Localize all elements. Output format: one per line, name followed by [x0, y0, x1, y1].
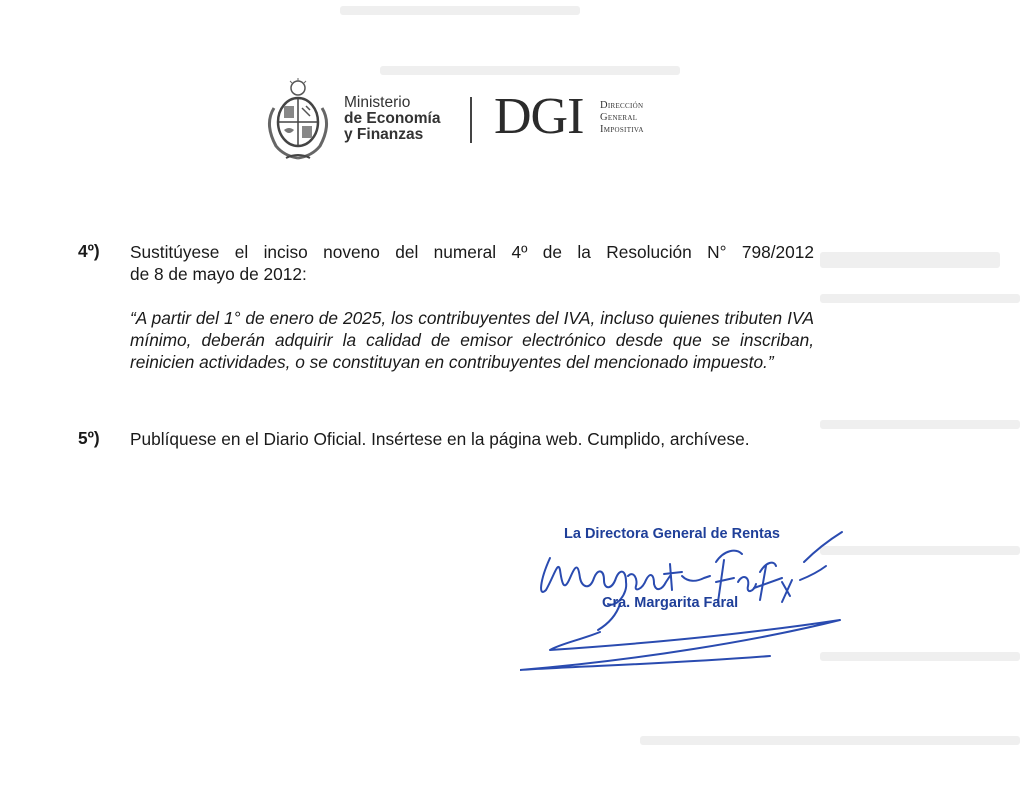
item-quote: “A partir del 1° de enero de 2025, los contribuyentes del IVA, incluso quienes tributen IVA mínimo, deberán adquirir la calidad de emisor electrónico desde que se inscriban, reinicien actividades, o se constituyan en contribuyentes del mencionado impuesto.”	[130, 308, 814, 372]
dgi-sub-line-3: Impositiva	[600, 124, 644, 135]
dgi-full-name	[600, 100, 644, 136]
bleed-through-mark	[340, 6, 580, 15]
dgi-sub-line-1: Dirección	[600, 100, 644, 111]
dgi-logo: DGI	[494, 88, 584, 145]
letterhead	[262, 78, 702, 162]
bleed-through-mark	[640, 736, 1020, 745]
ministry-line-1: Ministerio	[344, 94, 411, 111]
item-text-line-1: Sustitúyese el inciso noveno del numeral 4º de la Resolución N° 798/2012	[130, 242, 814, 262]
item-text-line-2: de 8 de mayo de 2012:	[130, 264, 307, 284]
ministry-name	[344, 95, 440, 143]
item-text: Publíquese en el Diario Oficial. Insértese en la página web. Cumplido, archívese.	[130, 429, 750, 449]
ministry-line-2: de Economía	[344, 110, 441, 127]
bleed-through-mark	[820, 420, 1020, 429]
dgi-sub-line-2: General	[600, 112, 638, 123]
bleed-through-mark	[380, 66, 680, 75]
coat-of-arms-icon	[262, 78, 332, 162]
ministry-line-3: y Finanzas	[344, 126, 424, 143]
signatory-title: La Directora General de Rentas	[564, 526, 780, 542]
signature-block	[520, 520, 860, 690]
bleed-through-mark	[820, 252, 1000, 268]
item-number: 4º)	[78, 241, 100, 261]
signatory-name: Cra. Margarita Faral	[602, 595, 739, 611]
header-divider	[470, 97, 472, 143]
bleed-through-mark	[820, 294, 1020, 303]
item-number: 5º)	[78, 428, 100, 448]
